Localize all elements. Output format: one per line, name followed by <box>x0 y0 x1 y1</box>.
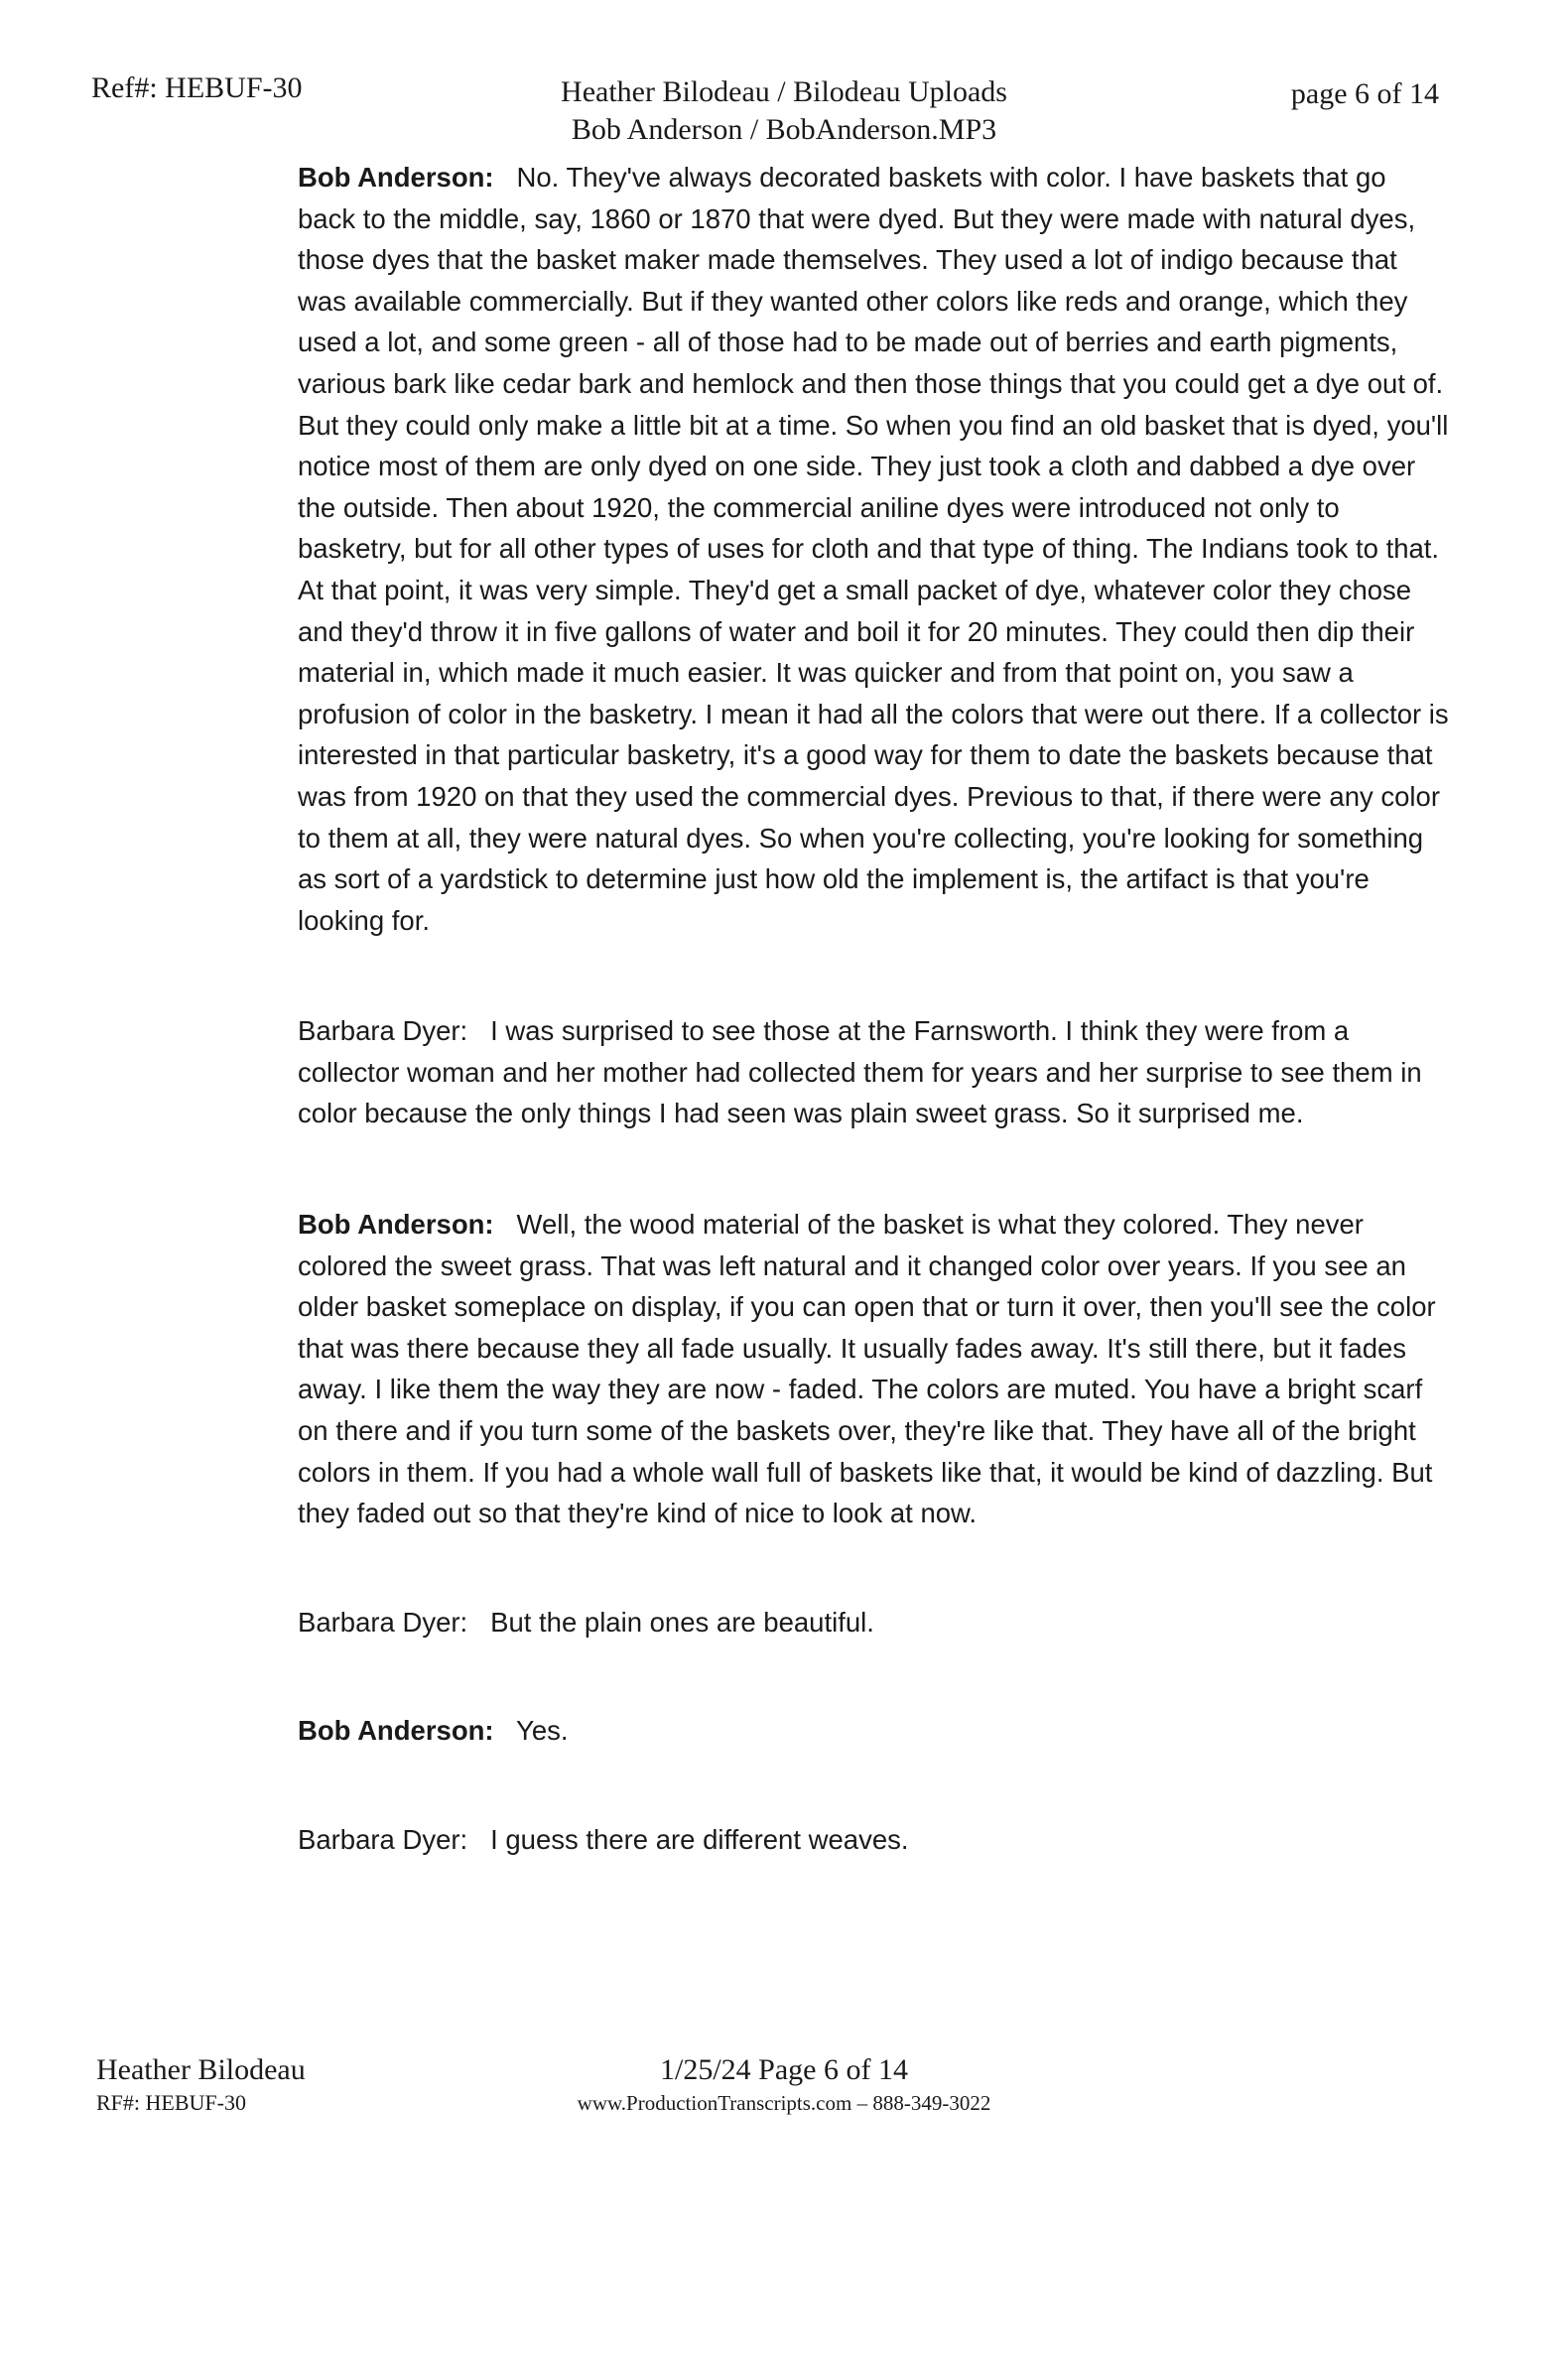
speaker-label: Bob Anderson: <box>298 1715 494 1747</box>
header-title <box>427 73 1141 149</box>
footer-name: Heather Bilodeau <box>96 2053 306 2086</box>
header-title-line1: Heather Bilodeau / Bilodeau Uploads <box>561 75 1007 108</box>
footer-date-page: 1/25/24 Page 6 of 14 <box>660 2053 908 2086</box>
speaker-label: Bob Anderson: <box>298 1209 494 1241</box>
speech-text: I was surprised to see those at the Farnsworth. I think they were from a collector woman and her mother had collected them for years and her surprise to see them in color because the only things I had seen was plain sweet grass. So it surprised me. <box>298 1015 1422 1129</box>
speech-text: Well, the wood material of the basket is what they colored. They never colored the sweet grass. That was left natural and it changed color over years. If you see an older basket someplace on display, if you can open that or turn it over, then you'll see the color that was there because they all fade usually. It usually fades away. It's still there, but it fades away. I like them the way they are now - faded. The colors are muted. You have a bright scarf on there and if you turn some of the baskets over, they're like that. They have all of the bright colors in them. If you had a whole wall full of baskets like that, it would be kind of dazzling. But they faded out so that they're kind of nice to look at now. <box>298 1209 1436 1529</box>
speaker-label: Bob Anderson: <box>298 162 494 193</box>
transcript-paragraph <box>298 1819 1449 1861</box>
transcript-paragraph <box>298 1204 1449 1534</box>
speech-text: But the plain ones are beautiful. <box>490 1606 874 1638</box>
transcript-paragraph <box>298 1710 1449 1752</box>
footer-rf-number: RF#: HEBUF-30 <box>96 2090 246 2115</box>
transcript-paragraph <box>298 1602 1449 1643</box>
speech-text: Yes. <box>516 1715 569 1747</box>
speaker-label: Barbara Dyer: <box>298 1824 468 1855</box>
footer-website: www.ProductionTranscripts.com – 888-349-3022 <box>577 2091 991 2115</box>
header-ref-number: Ref#: HEBUF-30 <box>91 71 303 104</box>
speech-text: No. They've always decorated baskets with color. I have baskets that go back to the middle, say, 1860 or 1870 that were dyed. But they were made with natural dyes, those dyes that the basket maker made themselves. They used a lot of indigo because that was available commercially. But if they wanted other colors like reds and orange, which they used a lot, and some green - all of those had to be made out of berries and earth pigments, various bark like cedar bark and hemlock and then those things that you could get a dye out of. But they could only make a little bit at a time. So when you find an old basket that is dyed, you'll notice most of them are only dyed on one side. They just took a cloth and dabbed a dye over the outside. Then about 1920, the commercial aniline dyes were introduced not only to basketry, but for all other types of uses for cloth and that type of thing. The Indians took to that. At that point, it was very simple. They'd get a small packet of dye, whatever color they chose and they'd throw it in five gallons of water and boil it for 20 minutes. They could then dip their material in, which made it much easier. It was quicker and from that point on, you saw a profusion of color in the basketry. I mean it had all the colors that were out there. If a collector is interested in that particular basketry, it's a good way for them to date the baskets because that was from 1920 on that they used the commercial dyes. Previous to that, if there were any color to them at all, they were natural dyes. So when you're collecting, you're looking for something as sort of a yardstick to determine just how old the implement is, the artifact is that you're looking for. <box>298 162 1449 936</box>
transcript-body <box>298 157 1449 1861</box>
header-page-number: page 6 of 14 <box>1290 77 1439 110</box>
speech-text: I guess there are different weaves. <box>490 1824 909 1855</box>
transcript-paragraph <box>298 157 1449 941</box>
header-title-line2: Bob Anderson / BobAnderson.MP3 <box>571 113 997 146</box>
transcript-paragraph <box>298 1010 1449 1134</box>
speaker-label: Barbara Dyer: <box>298 1606 468 1638</box>
speaker-label: Barbara Dyer: <box>298 1015 468 1047</box>
